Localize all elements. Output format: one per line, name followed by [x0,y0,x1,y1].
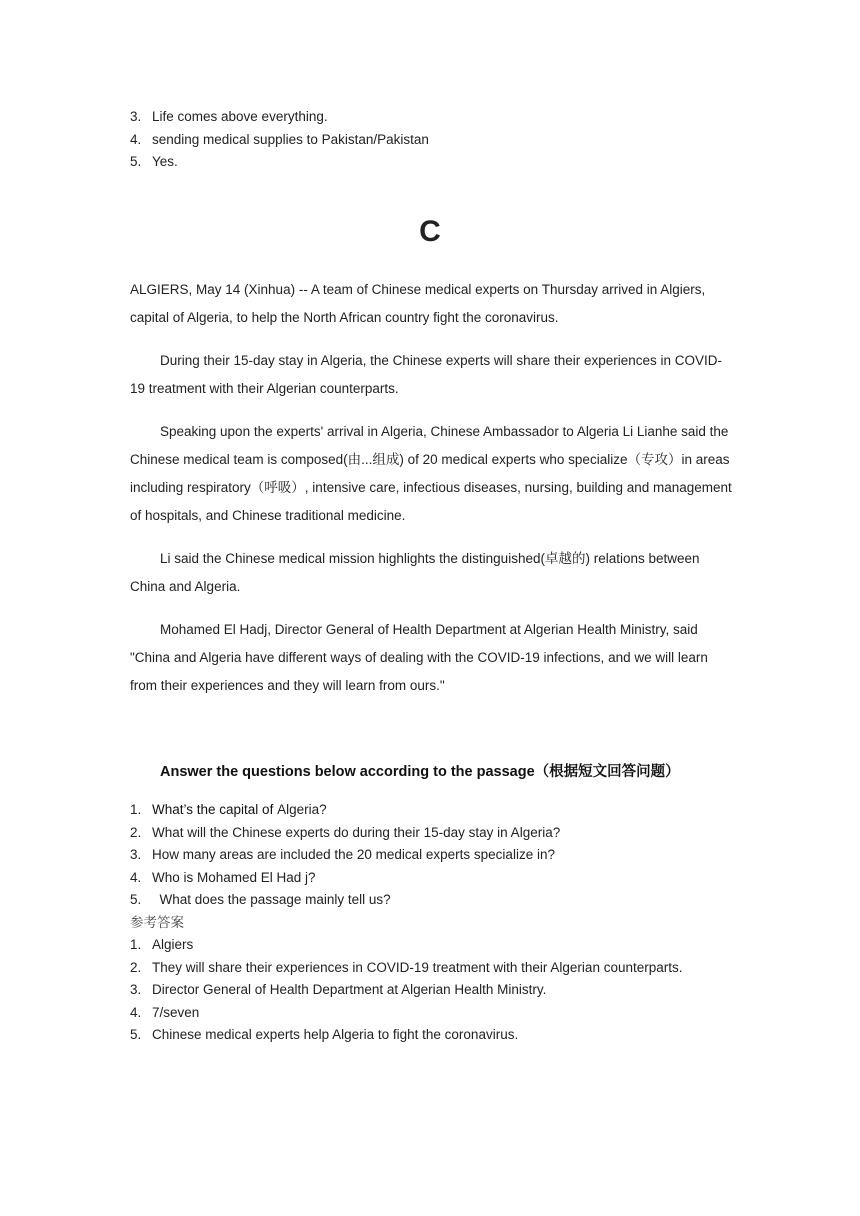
item-number: 4. [130,1004,142,1020]
question-text: Who is Mohamed El Had j? [152,869,316,885]
item-number: 4. [130,131,142,147]
article-paragraph: Speaking upon the experts' arrival in Algeria, Chinese Ambassador to Algeria Li Lianhe said the Chinese medical team is composed(由...组成) of 20 medical experts who specialize（专攻）in areas including respiratory（呼吸）, intensive care, infectious diseases, nursing, building and management of hospitals, and Chinese traditional medicine. [130,424,732,523]
answer-item [130,934,750,957]
item-number: 4. [130,869,142,885]
question-item [130,844,750,867]
section-heading: C [419,215,441,248]
item-text: sending medical supplies to Pakistan/Pakistan [152,131,429,147]
item-number: 3. [130,109,142,124]
article-paragraph: Li said the Chinese medical mission highlights the distinguished(卓越的) relations between China and Algeria. [130,551,700,594]
answer-text: Chinese medical experts help Algeria to fight the coronavirus. [152,1027,519,1042]
item-text: Yes. [152,154,178,169]
question-text: What does the passage mainly tell us? [152,892,391,907]
item-number: 3. [130,847,142,862]
answer-item [130,1024,750,1047]
answer-text: Director General of Health Department at Algerian Health Ministry. [152,982,547,997]
list-item [130,151,750,174]
item-number: 2. [130,824,142,840]
question-item [130,867,750,890]
item-number: 5. [130,154,142,169]
answer-item [130,979,750,1002]
answer-key-label: 参考答案 [130,914,184,931]
previous-answers-list [130,106,750,174]
article-paragraph: Mohamed El Hadj, Director General of Health Department at Algerian Health Ministry, said "China and Algeria have different ways of dealing with the COVID-19 infections, and we will learn from their experiences and they will learn from ours." [130,622,708,693]
question-text: What’s the capital of [152,802,278,817]
article-body [130,276,736,715]
question-item [130,889,750,912]
item-number: 2. [130,959,142,975]
answer-text: Algiers [152,937,194,952]
question-text: How many areas are included the 20 medical experts specialize in? [152,847,555,862]
answer-text: 7/seven [152,1004,200,1020]
questions-and-answers [130,799,750,1047]
list-item [130,129,750,152]
item-number: 1. [130,802,142,817]
list-item [130,106,750,129]
question-item [130,822,750,845]
answer-text: They will share their experiences in COVID-19 treatment with their Algerian counterparts. [152,959,683,975]
question-text: What will the Chinese experts do during their 15-day stay in Algeria? [152,824,561,840]
item-number: 5. [130,892,142,907]
questions-heading: Answer the questions below according to the passage（根据短文回答问题） [160,764,680,780]
item-number: 1. [130,937,142,952]
article-paragraph: During their 15-day stay in Algeria, the Chinese experts will share their experiences in COVID-19 treatment with their Algerian counterparts. [130,353,723,396]
question-item [130,799,750,822]
item-number: 3. [130,982,142,997]
answer-item [130,957,750,980]
item-text: Life comes above everything. [152,109,328,124]
article-paragraph: ALGIERS, May 14 (Xinhua) -- A team of Chinese medical experts on Thursday arrived in Algiers, capital of Algeria, to help the North African country fight the coronavirus. [130,282,706,325]
question-text-continued: Algeria? [277,802,327,817]
item-number: 5. [130,1027,142,1042]
answer-item [130,1002,750,1025]
